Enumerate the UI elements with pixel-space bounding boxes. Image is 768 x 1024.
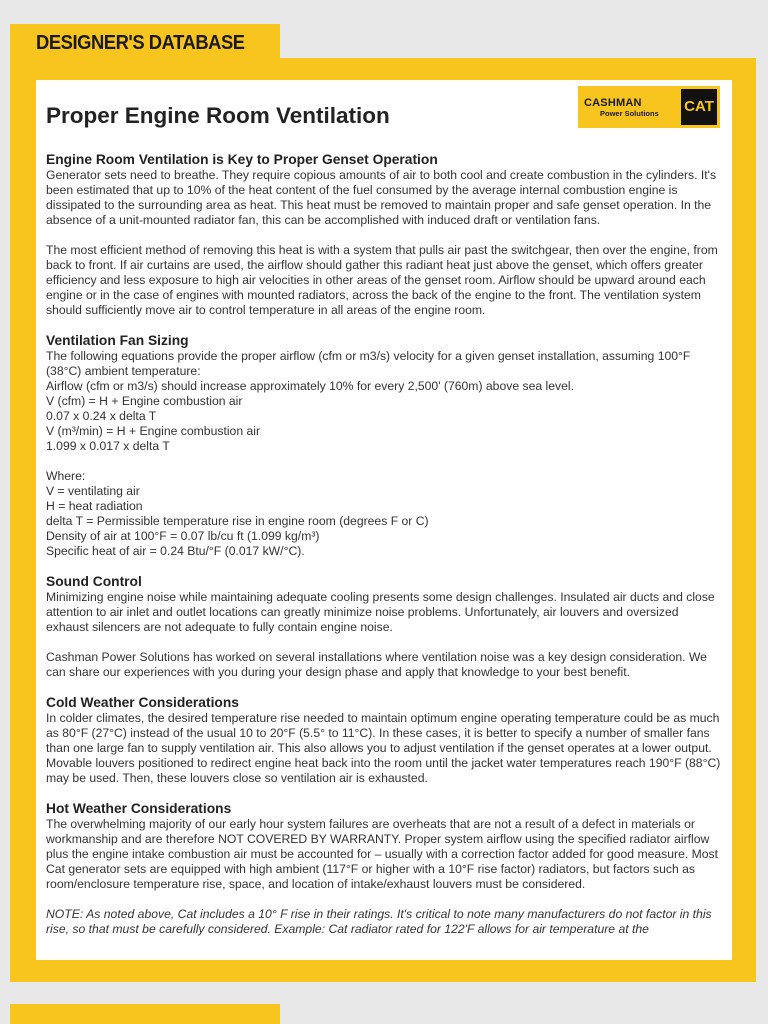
section-heading-ventilation-key: Engine Room Ventilation is Key to Proper Genset Operation [46, 152, 438, 167]
designers-database-banner [10, 24, 280, 58]
text-line: Airflow (cfm or m3/s) should increase approximately 10% for every 2,500' (760m) above sea level. [46, 379, 574, 393]
logo-company: CASHMAN [584, 97, 642, 109]
cat-logo-icon: CAT [681, 89, 717, 125]
equation-line: 0.07 x 0.24 x delta T [46, 409, 157, 423]
definition-line: Specific heat of air = 0.24 Btu/°F (0.017 kW/°C). [46, 544, 305, 558]
section-heading-fan-sizing: Ventilation Fan Sizing [46, 333, 189, 348]
paragraph: In colder climates, the desired temperature rise needed to maintain optimum engine operating temperature could be as much as 80°F (27°C) instead of the usual 10 to 20°F (5.5° to 11°C). In these cases, it is better to specify a number of smaller fans than one large fan to supply ventilation air. This also allows you to adjust ventilation if the genset operates at a lower output. Movable louvers positioned to redirect engine heat back into the room until the jacket water temperatures reach 190°F (88°C) may be used. Then, these louvers close so ventilation air is exhausted. [46, 711, 721, 785]
equation-line: 1.099 x 0.017 x delta T [46, 439, 170, 453]
text-line: The following equations provide the proper airflow (cfm or m3/s) velocity for a given genset installation, assuming 100°F (38°C) ambient temperature: [46, 349, 691, 378]
definition-line: delta T = Permissible temperature rise in engine room (degrees F or C) [46, 514, 429, 528]
section-heading-sound-control: Sound Control [46, 574, 142, 589]
section-heading-cold-weather: Cold Weather Considerations [46, 695, 239, 710]
paragraph: Generator sets need to breathe. They require copious amounts of air to both cool and create combustion in the cylinders. It's been estimated that up to 10% of the heat content of the fuel consumed by the average internal combustion engine is dissipated to the surrounding area as heat. This heat must be removed to maintain proper and safe genset operation. In the absence of a unit-mounted radiator fan, this can be accomplished with induced draft or ventilation fans. [46, 168, 717, 227]
banner-label: DESIGNER'S DATABASE [36, 32, 245, 54]
logo-tagline: Power Solutions [600, 109, 659, 118]
section-heading-hot-weather: Hot Weather Considerations [46, 801, 232, 816]
definition-line: Density of air at 100°F = 0.07 lb/cu ft (1.099 kg/m³) [46, 529, 320, 543]
paragraph: The overwhelming majority of our early hour system failures are overheats that are not a result of a defect in materials or workmanship and are therefore NOT COVERED BY WARRANTY. Proper system airflow using the specified radiator airflow plus the engine intake combustion air must be accounted for – usually with a correction factor added for good measure. Most Cat generator sets are equipped with high ambient (117°F or higher with a 10°F rise factor) radiators, but factors such as room/enclosure temperature rise, space, and location of intake/exhaust louvers must be considered. [46, 817, 719, 891]
definition-line: Where: [46, 469, 86, 483]
note-paragraph: NOTE: As noted above, Cat includes a 10° F rise in their ratings. It's critical to note many manufacturers do not factor in this rise, so that must be carefully considered. Example: Cat radiator rated for 122'F allows for air temperature at the [46, 907, 712, 936]
equation-line: V (m³/min) = H + Engine combustion air [46, 424, 261, 438]
paragraph: Cashman Power Solutions has worked on several installations where ventilation noise was a key design consideration. We can share our experiences with you during your design phase and apply that knowledge to your best benefit. [46, 650, 707, 679]
document-sheet [36, 80, 732, 960]
definition-line: V = ventilating air [46, 484, 140, 498]
equation-line: V (cfm) = H + Engine combustion air [46, 394, 243, 408]
page-title: Proper Engine Room Ventilation [46, 103, 390, 128]
paragraph: The most efficient method of removing this heat is with a system that pulls air past the switchgear, then over the engine, from back to front. If air curtains are used, the airflow should gather this radiant heat just above the genset, which offers greater efficiency and less exposure to high air velocities in other areas of the genset room. Airflow should be upward around each engine or in the case of engines with mounted radiators, across the back of the engine to the front. The ventilation system should sufficiently move air to control temperature in all areas of the engine room. [46, 243, 718, 317]
bottom-tab [10, 1004, 280, 1024]
document-body [46, 102, 722, 937]
paragraph: Minimizing engine noise while maintaining adequate cooling presents some design challenges. Insulated air ducts and close attention to air inlet and outlet locations can greatly minimize noise problems. Unfortunately, air louvers and oversized exhaust silencers are not adequate to fully contain engine noise. [46, 590, 715, 634]
definition-line: H = heat radiation [46, 499, 143, 513]
